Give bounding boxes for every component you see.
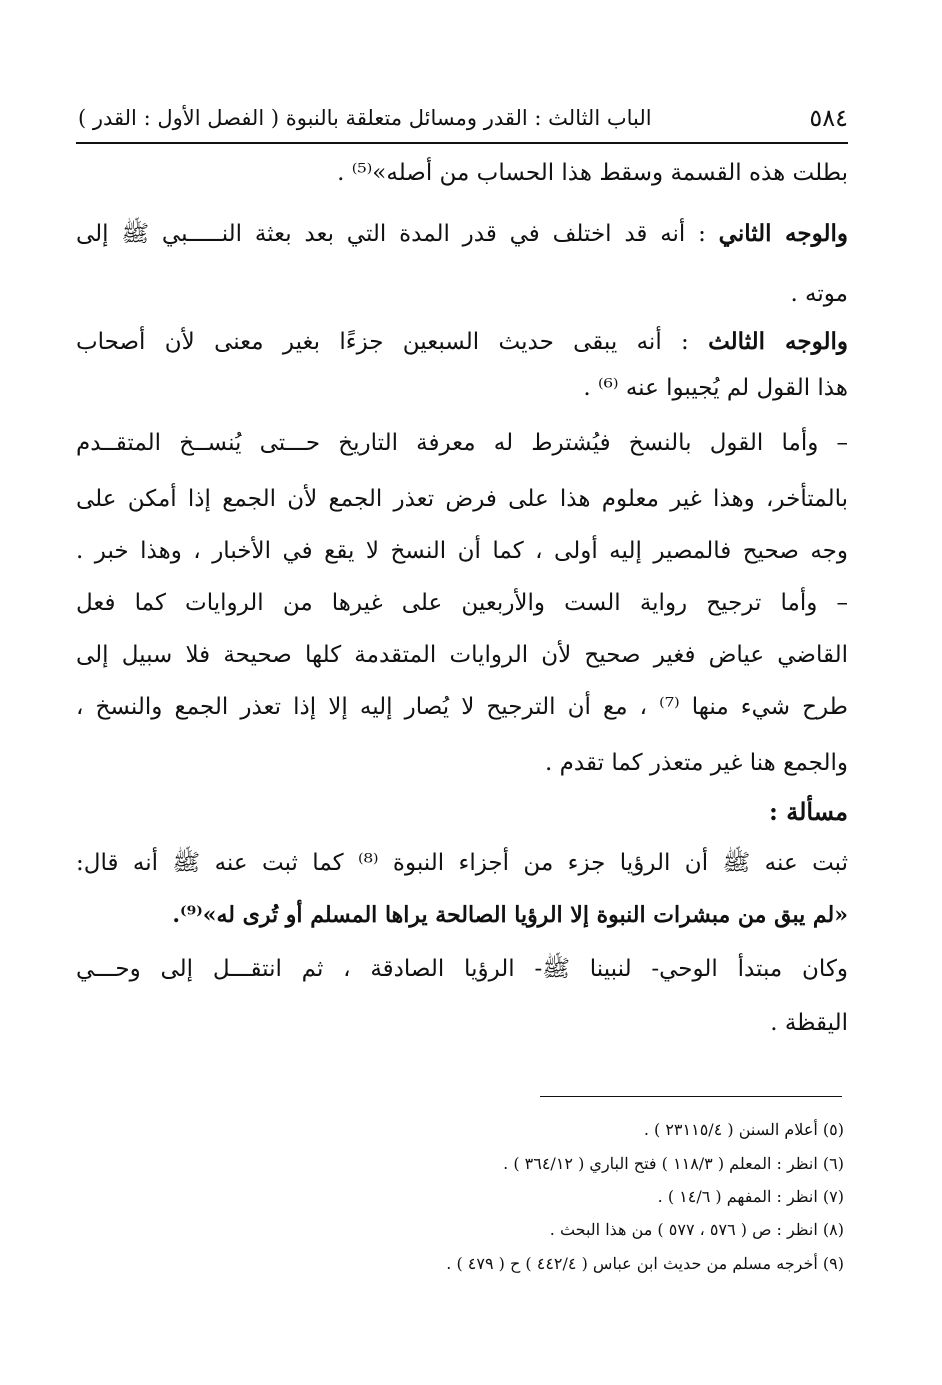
body-line: والجمع هنا غير متعذر كما تقدم . [545, 750, 848, 776]
body-line: – وأما القول بالنسخ فيُشترط له معرفة التاريخ حـــتى يُنســخ المتقــدم [76, 430, 848, 456]
point-label: والوجه الثاني [718, 220, 848, 247]
body-line [76, 330, 848, 354]
body-line: بطلت هذه القسمة وسقط هذا الحساب من أصله»⁽⁵⁾ . [337, 160, 848, 186]
body-line: ثبت عنه ﷺ أن الرؤيا جزء من أجزاء النبوة ⁽⁸⁾ كما ثبت عنه ﷺ أنه قال: [76, 850, 848, 876]
body-line: بالمتأخر، وهذا غير معلوم هذا على فرض تعذر الجمع لأن الجمع إذا أمكن على [76, 486, 848, 512]
body-line: وجه صحيح فالمصير إليه أولى ، كما أن النسخ لا يقع في الأخبار ، وهذا خبر . [76, 538, 848, 564]
page-header [78, 100, 848, 138]
body-line: هذا القول لم يُجيبوا عنه ⁽⁶⁾ . [583, 375, 848, 401]
footnote: (٨) انظر : ص ( ٥٧٦ ، ٥٧٧ ) من هذا البحث . [549, 1220, 844, 1239]
header-rule [76, 142, 848, 144]
body-line: القاضي عياض فغير صحيح لأن الروايات المتقدمة كلها صحيحة فلا سبيل إلى [76, 642, 848, 668]
footnote: (٩) أخرجه مسلم من حديث ابن عباس ( ٤٤٢/٤ ) ح ( ٤٧٩ ) . [446, 1254, 844, 1273]
footnote: (٧) انظر : المفهم ( ١٤/٦ ) . [657, 1187, 844, 1206]
footnote: (٥) أعلام السنن ( ٢٣١١٥/٤ ) . [643, 1120, 844, 1139]
hadith-quote: «لم يبق من مبشرات النبوة إلا الرؤيا الصالحة يراها المسلم أو تُرى له»⁽⁹⁾. [172, 902, 848, 928]
footnote-rule [540, 1096, 842, 1097]
body-line: اليقظة . [770, 1010, 848, 1036]
body-line: موته . [790, 281, 848, 307]
page-number: ٥٨٤ [809, 104, 848, 132]
point-label: والوجه الثالث [708, 328, 848, 355]
body-line: وكان مبتدأ الوحي- لنبينا ﷺ- الرؤيا الصادقة ، ثم انتقـــل إلى وحـــي [76, 956, 848, 982]
body-text: : أنه يبقى حديث السبعين جزءًا بغير معنى لأن أصحاب [76, 329, 709, 355]
body-text: : أنه قد اختلف في قدر المدة التي بعد بعثة النـــــبي ﷺ إلى [76, 221, 719, 247]
body-line [76, 222, 848, 246]
running-title: الباب الثالث : القدر ومسائل متعلقة بالنبوة ( الفصل الأول : القدر ) [78, 106, 652, 130]
section-heading: مسألة : [769, 797, 848, 826]
footnote: (٦) انظر : المعلم ( ١١٨/٣ ) فتح الباري ( ٣٦٤/١٢ ) . [503, 1154, 844, 1173]
body-line: – وأما ترجيح رواية الست والأربعين على غيرها من الروايات كما فعل [76, 590, 848, 616]
body-line: طرح شيء منها ⁽⁷⁾ ، مع أن الترجيح لا يُصار إليه إلا إذا تعذر الجمع والنسخ ، [76, 694, 848, 720]
